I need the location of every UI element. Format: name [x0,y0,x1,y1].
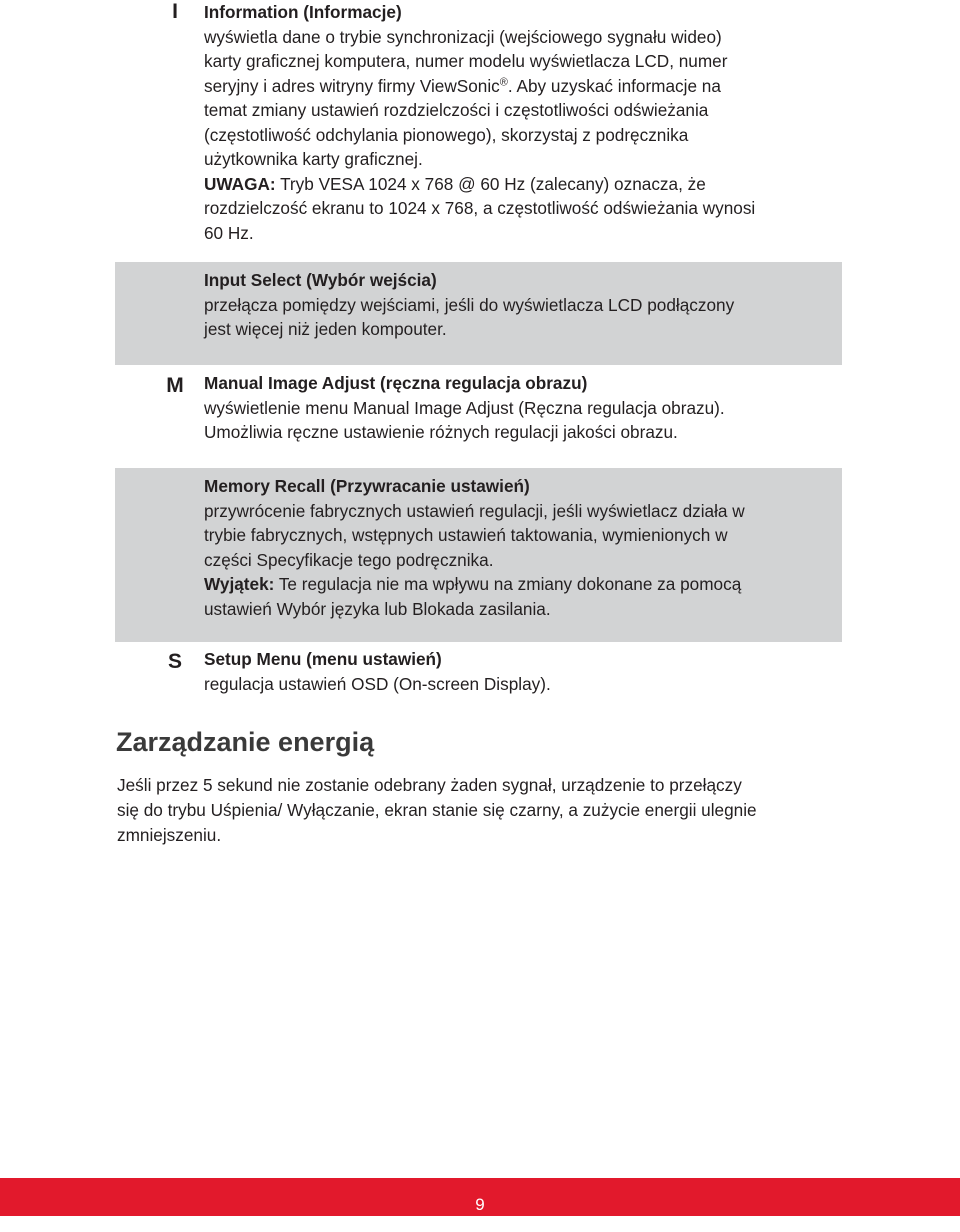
exception-label: Wyjątek: [204,574,275,594]
input-select-entry [204,268,844,342]
setup-menu-title: Setup Menu (menu ustawień) [204,649,442,669]
memory-recall-line-1: przywrócenie fabrycznych ustawień regulacji, jeśli wyświetlacz działa w [204,500,745,521]
memory-recall-exception-line-2: ustawień Wybór języka lub Blokada zasilania. [204,598,551,619]
memory-recall-exception-line-1 [204,572,844,597]
information-line-2: karty graficznej komputera, numer modelu wyświetlacza LCD, numer [204,51,728,71]
information-note-line-3: 60 Hz. [204,222,254,243]
information-line-1: wyświetla dane o trybie synchronizacji (wejściowego sygnału wideo) [204,26,722,47]
power-management-heading: Zarządzanie energią [116,727,375,757]
input-select-line-1: przełącza pomiędzy wejściami, jeśli do wyświetlacza LCD podłączony [204,294,735,315]
manual-adjust-line-1: wyświetlenie menu Manual Image Adjust (Ręczna regulacja obrazu). [204,397,725,418]
information-line-4: temat zmiany ustawień rozdzielczości i częstotliwości odświeżania [204,100,709,120]
memory-recall-line-3: części Specyfikacje tego podręcznika. [204,549,494,570]
page-number: 9 [475,1195,485,1214]
letter-i: I [172,0,178,23]
letter-s: S [167,650,182,673]
manual-adjust-entry [204,371,844,445]
information-line-3-post: . Aby uzyskać informacje na [507,75,721,96]
manual-adjust-title: Manual Image Adjust (ręczna regulacja obrazu) [204,373,588,393]
memory-recall-line-2: trybie fabrycznych, wstępnych ustawień taktowania, wymienionych w [204,525,728,545]
information-line-3-pre: seryjny i adres witryny firmy ViewSonic [204,75,500,96]
power-line-1: Jeśli przez 5 sekund nie zostanie odebrany żaden sygnał, urządzenie to przełączy [117,775,742,795]
memory-recall-title: Memory Recall (Przywracanie ustawień) [204,476,530,496]
note-text: Tryb VESA 1024 x 768 @ 60 Hz (zalecany) oznacza, że [275,173,706,194]
power-line-2: się do trybu Uśpienia/ Wyłączanie, ekran stanie się czarny, a zużycie energii ulegnie [117,800,757,820]
letter-m: M [166,374,184,397]
input-select-line-2: jest więcej niż jeden kompouter. [204,319,447,339]
page-footer [0,1178,960,1216]
information-note-line-2: rozdzielczość ekranu to 1024 x 768, a częstotliwość odświeżania wynosi [204,198,756,218]
information-entry [204,0,844,245]
information-line-3 [204,74,844,99]
setup-menu-line-1: regulacja ustawień OSD (On-screen Display). [204,673,551,694]
registered-mark: ® [499,75,508,88]
input-select-title: Input Select (Wybór wejścia) [204,270,437,290]
setup-menu-entry [204,647,844,696]
note-label: UWAGA: [204,173,276,194]
manual-adjust-line-2: Umożliwia ręczne ustawienie różnych regulacji jakości obrazu. [204,422,678,442]
power-line-3: zmniejszeniu. [117,825,222,845]
exception-text: Te regulacja nie ma wpływu na zmiany dokonane za pomocą [274,574,742,594]
information-title: Information (Informacje) [204,2,402,22]
information-line-6: użytkownika karty graficznej. [204,149,423,169]
memory-recall-entry [204,474,844,621]
power-management-paragraph [117,773,857,848]
information-note-line-1 [204,172,844,197]
information-line-5: (częstotliwość odchylania pionowego), skorzystaj z podręcznika [204,124,689,145]
